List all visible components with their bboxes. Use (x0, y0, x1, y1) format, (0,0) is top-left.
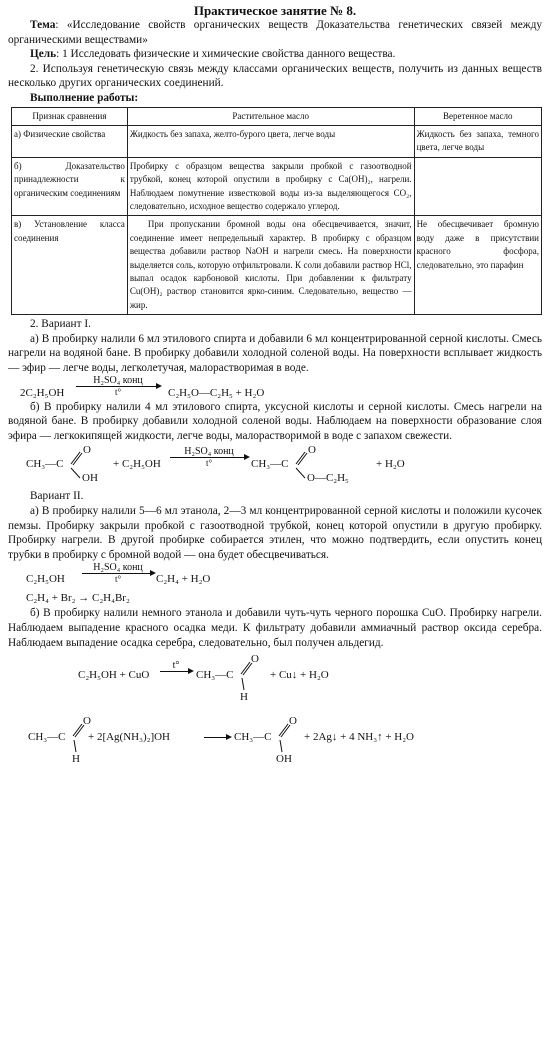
eq1-left: 2C₂H₅OH (20, 386, 65, 399)
eq3-right: C₂H₄ + H₂O (156, 573, 211, 586)
equation-3 (8, 562, 542, 590)
eq6-acid: CH₃—C (234, 731, 272, 744)
table-row (12, 216, 542, 315)
comparison-table (11, 107, 542, 316)
variant-1-a: а) В пробирку налили 6 мл этилового спирта и добавили 6 мл концентрированной серной кислоты. Смесь нагрели на водяной бане. В пробирку добавили холодной соленой воды. На поверхности всплывает жидкость — эфир — легче воды, легколетучая, малорастворимая в воде. (8, 332, 542, 375)
eq5-left: C₂H₅OH + CuO (78, 669, 150, 682)
equation-1 (8, 376, 542, 400)
eq2-alcohol: + C₂H₅OH (113, 458, 161, 471)
goal-2: 2. Используя генетическую связь между классами органических веществ, получить из данных веществ несколько других органических соединений. (8, 62, 542, 90)
eq3-left: C₂H₅OH (26, 573, 65, 586)
table-cell: Жидкость без запаха, желто-бурого цвета, легче воды (127, 125, 414, 157)
equation-2 (8, 443, 542, 485)
table-cell: Не обесцвечивает бромную воду даже в присутствии красного фосфора, следовательно, это парафин (414, 216, 541, 315)
eq5-arrow: t° (160, 660, 192, 672)
eq2-ester: CH₃—C (251, 458, 289, 471)
eq2-ester-o: O (308, 444, 316, 457)
eq6-reagent: + 2[Ag(NH₃)₂]OH (88, 731, 170, 744)
table-row (12, 125, 542, 157)
equation-5 (8, 650, 542, 708)
table-cell: в) Установление класса соединения (12, 216, 128, 315)
goal-text: : 1 Исследовать физические и химические свойства данного вещества. (56, 48, 396, 61)
table-header: Признак сравнения (12, 107, 128, 125)
eq2-arrow: H₂SO₄ конц t° (170, 446, 248, 468)
table-cell: Жидкость без запаха, темного цвета, легче воды (414, 125, 541, 157)
eq4: C₂H₄ + Br₂ → C₂H₄Br₂ (26, 592, 130, 605)
eq5-h: H (240, 691, 248, 704)
table-cell: б) Доказательство принадлежности к органическим соединениям (12, 157, 128, 216)
eq3-arrow: H₂SO₄ конц t° (82, 562, 154, 584)
variant-2-heading: Вариант II. (30, 490, 84, 503)
table-header: Веретенное масло (414, 107, 541, 125)
eq1-arrow: H₂SO₄ конц t° (76, 375, 160, 397)
page-title: Практическое занятие № 8. (193, 3, 357, 18)
table-cell: Пробирку с образцом вещества закрыли пробкой с газоотводной трубкой, конец которой опустили в пробирку с Ca(OH)₂, нагрели. Наблюдаем помутнение известковой воды из-за выделяющегося CO₂, следовательно, исходное вещество содержало углерод. (127, 157, 414, 216)
table-cell: При пропускании бромной воды она обесцвечивается, значит, соединение имеет непредельный характер. В пробирку с образцом вещества добавили раствор NaOH и нагрели смесь. На поверхности выделяется соль, которую отфильтровали. К соли добавили раствор HCl, выпал осадок карбоновой кислоты. При добавлении к фильтрату Cu(OH)₂ раствор становится ярко-синим. Следовательно, вещество — жир. (127, 216, 414, 315)
variant-1-heading: 2. Вариант I. (30, 318, 91, 331)
variant-2-a: а) В пробирку налили 5—6 мл этанола, 2—3 мл концентрированной серной кислоты и положили кусочек пемзы. Пробирку закрыли пробкой с газоотводной трубкой, конец которой опустили в другую пробирку. Пробирку нагрели. В другой пробирке собирается этилен, что можно подтвердить, если опустить конец трубки в пробирку с бромной водой — она будет обесцвечиваться. (8, 505, 542, 561)
eq6-right: + 2Ag↓ + 4 NH₃↑ + H₂O (304, 731, 414, 744)
variant-2-b: б) В пробирку налили немного этанола и добавили чуть-чуть черного порошка CuO. Пробирку нагрели. Наблюдаем выпадение красного осадка меди. К фильтрату добавили аммиачный раствор оксида серебра. Наблюдаем выпадение осадка серебра, следовательно, был получен альдегид. (8, 607, 542, 649)
table-header-row (12, 107, 542, 125)
goal-label: Цель (30, 48, 57, 61)
variant-1-b: б) В пробирку налили 4 мл этилового спирта, уксусной кислоты и серной кислоты. Смесь нагрели на водяной бане. В пробирку добавили холодной соленой воды. Наблюдаем на поверхности образование слоя эфира — легкокипящей жидкости, легче воды, малорастворимой в воде с запахом свежести. (8, 400, 542, 442)
eq5-o: O (251, 653, 259, 666)
topic-label: Тема (30, 19, 56, 31)
eq6-arrow (204, 737, 230, 738)
eq2-ester-tail: O—C₂H₅ (307, 472, 349, 485)
eq2-oh: OH (82, 472, 98, 485)
eq6-h: H (72, 753, 80, 766)
topic (8, 18, 542, 47)
goal (8, 47, 542, 62)
eq2-water: + H₂O (376, 458, 405, 471)
eq5-aldehyde: CH₃—C (196, 669, 234, 682)
table-header: Растительное масло (127, 107, 414, 125)
equation-6 (8, 708, 542, 768)
eq6-aldehyde: CH₃—C (28, 731, 66, 744)
table-cell (414, 157, 541, 216)
page (8, 0, 542, 768)
eq1-right: C₂H₅O—C₂H₅ + H₂O (168, 386, 265, 399)
work-heading: Выполнение работы: (30, 91, 139, 104)
table-cell: а) Физические свойства (12, 125, 128, 157)
eq6-acid-oh: OH (276, 753, 292, 766)
topic-text: : «Исследование свойств органических веществ Доказательства генетических связей между органическими веществами» (8, 19, 542, 46)
eq6-o: O (83, 715, 91, 728)
table-row (12, 157, 542, 216)
eq6-acid-o: O (289, 715, 297, 728)
eq2-acid: CH₃—C (26, 458, 64, 471)
equation-4 (8, 590, 542, 606)
eq2-o: O (83, 444, 91, 457)
eq5-right: + Cu↓ + H₂O (270, 669, 329, 682)
